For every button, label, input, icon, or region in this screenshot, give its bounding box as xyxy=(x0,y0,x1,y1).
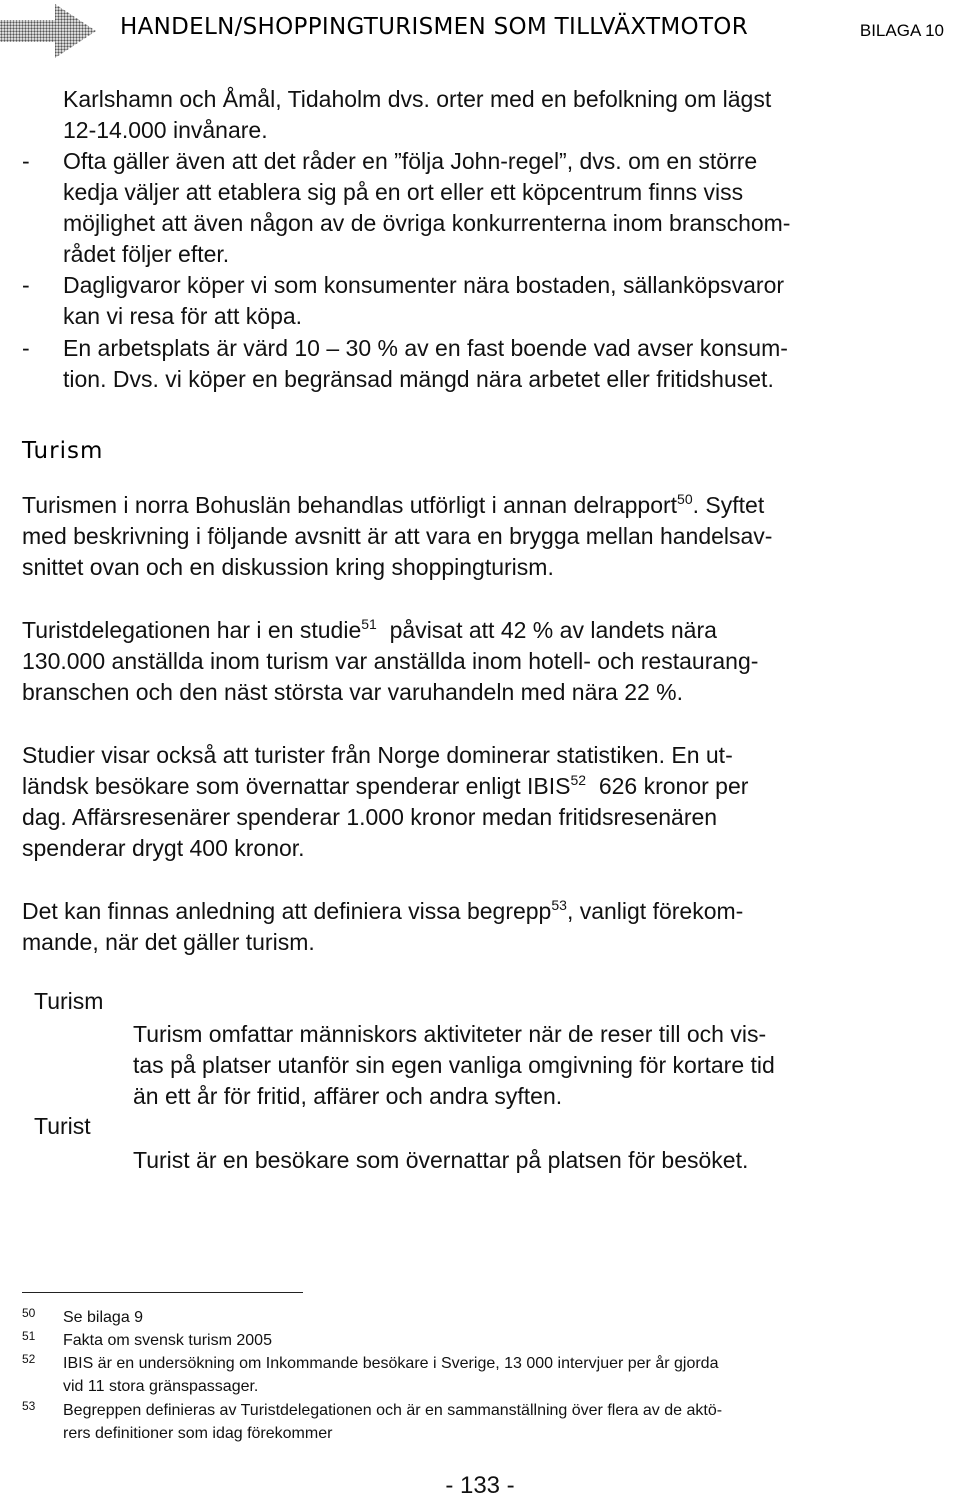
footnote-ref[interactable]: 50 xyxy=(677,491,693,507)
text-run: , vanligt förekom- xyxy=(566,898,744,924)
bullet-line: En arbetsplats är värd 10 – 30 % av en fast boende vad avser konsum- xyxy=(63,335,788,361)
bullet-dash: - xyxy=(22,148,30,174)
section-heading: Turism xyxy=(22,438,104,464)
footnote-number: 51 xyxy=(22,1329,36,1343)
paragraph xyxy=(22,615,758,708)
bullet-dash: - xyxy=(22,272,30,298)
appendix-tag: BILAGA 10 xyxy=(859,21,944,40)
paragraph-line: mande, när det gäller turism. xyxy=(22,929,315,955)
header-title: HANDELN/SHOPPINGTURISMEN SOM TILLVÄXTMOTOR xyxy=(120,14,748,40)
paragraph xyxy=(22,896,743,958)
paragraph-line: Studier visar också att turister från Norge dominerar statistiken. En ut- xyxy=(22,742,733,768)
bullet-line: tion. Dvs. vi köper en begränsad mängd nära arbetet eller fritidshuset. xyxy=(63,366,774,392)
paragraph xyxy=(22,740,748,864)
text-run: påvisat att 42 % av landets nära xyxy=(376,617,717,643)
paragraph-line: dag. Affärsresenärer spenderar 1.000 kronor medan fritidsresenären xyxy=(22,804,718,830)
definition-line: Turist är en besökare som övernattar på platsen för besöket. xyxy=(133,1147,749,1173)
bullet-line: kedja väljer att etablera sig på en ort eller ett köpcentrum finns viss xyxy=(63,179,744,205)
text-run: ländsk besökare som övernattar spenderar enligt IBIS xyxy=(22,773,571,799)
footnote-number: 53 xyxy=(22,1399,36,1413)
paragraph-line: branschen och den näst största var varuhandeln med nära 22 %. xyxy=(22,679,684,705)
intro-line: 12-14.000 invånare. xyxy=(63,117,268,143)
page-number: - 133 - xyxy=(445,1472,515,1499)
paragraph-line: spenderar drygt 400 kronor. xyxy=(22,835,305,861)
text-run: Turismen i norra Bohuslän behandlas utförligt i annan delrapport xyxy=(22,492,678,518)
bullet-line: kan vi resa för att köpa. xyxy=(63,303,303,329)
footnote-ref[interactable]: 53 xyxy=(551,897,567,913)
definition-term: Turist xyxy=(34,1113,91,1139)
paragraph-line: med beskrivning i följande avsnitt är att vara en brygga mellan handelsav- xyxy=(22,523,773,549)
definition-line: Turism omfattar människors aktiviteter när de reser till och vis- xyxy=(133,1021,767,1047)
footnote-text: vid 11 stora gränspassager. xyxy=(63,1378,259,1395)
footnote-ref[interactable]: 51 xyxy=(361,616,377,632)
footnote-text: Begreppen definieras av Turistdelegationen och är en sammanställning över flera av de aktö- xyxy=(63,1402,723,1419)
bullet-line: möjlighet att även någon av de övriga konkurrenterna inom branschom- xyxy=(63,210,791,236)
footnote-number: 50 xyxy=(22,1306,36,1320)
text-run: 626 kronor per xyxy=(586,773,749,799)
bullet-line: Dagligvaror köper vi som konsumenter nära bostaden, sällanköpsvaror xyxy=(63,272,785,298)
footnote-text: Fakta om svensk turism 2005 xyxy=(63,1332,272,1349)
paragraph xyxy=(22,490,772,583)
footnote-ref[interactable]: 52 xyxy=(570,772,587,788)
bullet-line: rådet följer efter. xyxy=(63,241,230,267)
definition-text xyxy=(133,1019,775,1112)
footnote-text: IBIS är en undersökning om Inkommande besökare i Sverige, 13 000 intervjuer per år gjorda xyxy=(63,1355,719,1372)
bullet-line: Ofta gäller även att det råder en ”följa John-regel”, dvs. om en större xyxy=(63,148,758,174)
definition-text xyxy=(133,1145,748,1176)
text-run: Det kan finnas anledning att definiera vissa begrepp xyxy=(22,898,552,924)
definition-term: Turism xyxy=(34,988,104,1014)
text-run: . Syftet xyxy=(692,492,765,518)
footnote-divider xyxy=(22,1292,303,1293)
text-run: Turistdelegationen har i en studie xyxy=(22,617,362,643)
bullet-dash: - xyxy=(22,335,30,361)
definition-line: än ett år för fritid, affärer och andra syften. xyxy=(133,1083,563,1109)
footnote-text: rers definitioner som idag förekommer xyxy=(63,1425,333,1442)
paragraph-line: snittet ovan och en diskussion kring shoppingturism. xyxy=(22,554,554,580)
paragraph-line: 130.000 anställda inom turism var anställda inom hotell- och restaurang- xyxy=(22,648,759,674)
arrow-logo-icon xyxy=(0,0,100,62)
definition-line: tas på platser utanför sin egen vanliga omgivning för kortare tid xyxy=(133,1052,775,1078)
intro-line: Karlshamn och Åmål, Tidaholm dvs. orter med en befolkning om lägst xyxy=(63,86,772,112)
footnote-number: 52 xyxy=(22,1352,36,1366)
footnote-text: Se bilaga 9 xyxy=(63,1309,144,1326)
